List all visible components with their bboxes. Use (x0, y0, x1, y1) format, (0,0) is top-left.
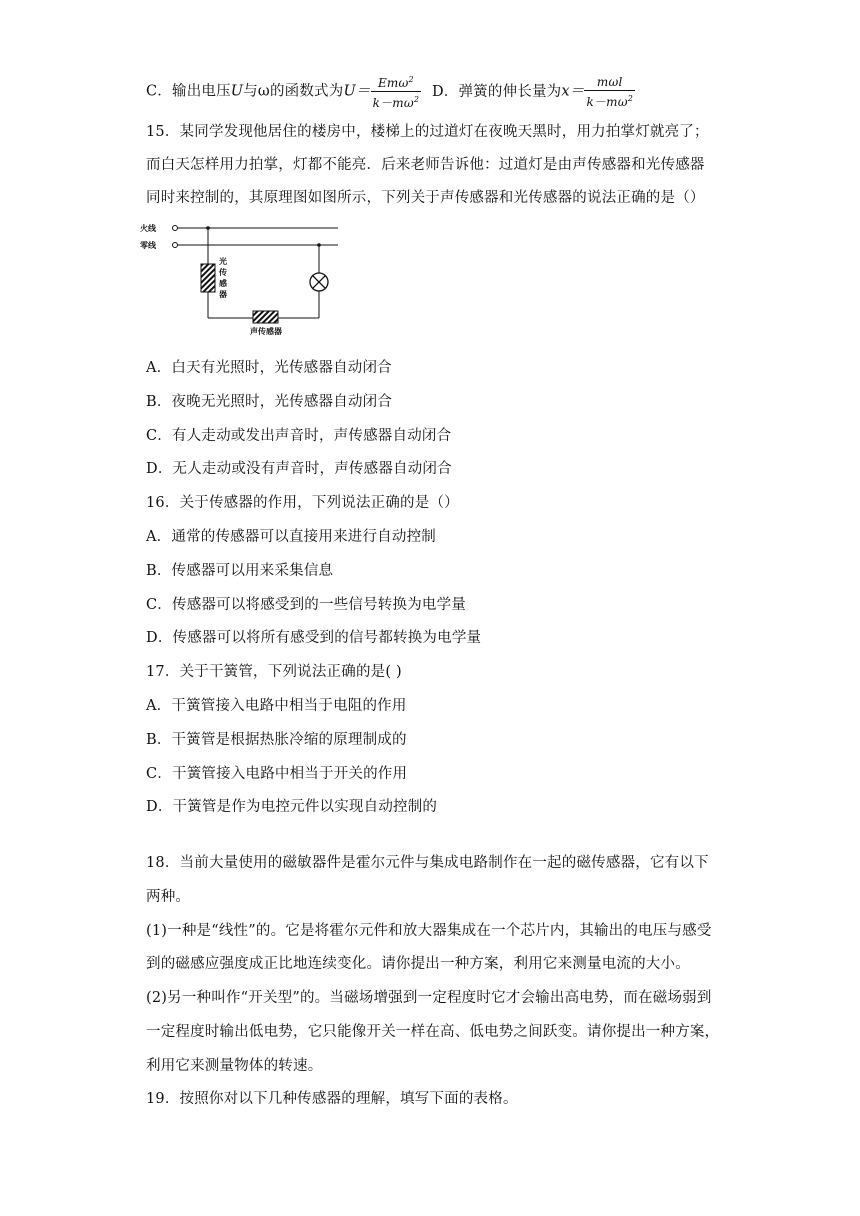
q14-option-c-prefix: C．输出电压 (146, 83, 231, 100)
q14-option-d-eq: x＝ (561, 83, 585, 100)
q15-stem-line-2: 而白天怎样用力拍掌，灯都不能亮．后来老师告诉他：过道灯是由声传感器和光传感器 (146, 157, 705, 173)
q14-option-d-fraction (584, 74, 635, 110)
q14-c-denominator: k－mω (372, 96, 414, 110)
live-wire-terminal (173, 226, 178, 231)
q15-option-a: A．白天有光照时，光传感器自动闭合 (146, 360, 392, 376)
q16-option-b: B．传感器可以用来采集信息 (146, 563, 334, 579)
light-sensor-label-1: 光 (219, 257, 227, 266)
q15-option-d: D．无人走动或没有声音时，声传感器自动闭合 (146, 461, 452, 477)
q18-line-1: 18．当前大量使用的磁敏器件是霍尔元件与集成电路制作在一起的磁传感器，它有以下 (146, 855, 709, 871)
q16-stem: 16．关于传感器的作用，下列说法正确的是（） (146, 495, 459, 511)
q15-circuit-diagram (140, 218, 350, 340)
sound-sensor (253, 311, 278, 323)
q17-stem: 17．关于干簧管，下列说法正确的是( ) (146, 664, 402, 680)
neutral-wire-label: 零线 (140, 241, 156, 250)
sound-sensor-label: 声传感器 (250, 327, 282, 336)
q16-option-c: C．传感器可以将感受到的一些信号转换为电学量 (146, 597, 466, 613)
q18-line-5: (2)另一种叫作“开关型”的。当磁场增强到一定程度时它才会输出高电势，而在磁场弱到 (146, 990, 712, 1006)
q14-options-cd (146, 72, 635, 111)
q18-line-3: (1)一种是“线性”的。它是将霍尔元件和放大器集成在一个芯片内，其输出的电压与感受 (146, 923, 712, 939)
q14-d-den-exp: 2 (627, 93, 633, 103)
q15-stem-line-3: 同时来控制的，其原理图如图所示，下列关于声传感器和光传感器的说法正确的是（） (146, 190, 705, 206)
q16-option-a: A．通常的传感器可以直接用来进行自动控制 (146, 529, 436, 545)
q14-c-den-exp: 2 (413, 95, 420, 104)
q14-c-numerator: Emω (377, 76, 409, 90)
q15-stem-line-1: 15．某同学发现他居住的楼房中，楼梯上的过道灯在夜晚天黑时，用力拍掌灯就亮了； (146, 124, 709, 140)
q18-line-2: 两种。 (146, 889, 191, 905)
q14-d-denominator: k－mω (586, 94, 628, 109)
q17-option-b: B．干簧管是根据热胀冷缩的原理制成的 (146, 732, 407, 748)
q17-option-d: D．干簧管是作为电控元件以实现自动控制的 (146, 799, 438, 815)
q17-option-c: C．干簧管接入电路中相当于开关的作用 (146, 766, 408, 782)
q14-c-num-exp: 2 (408, 75, 414, 84)
light-sensor-label-4: 器 (219, 290, 227, 299)
q14-option-c-eq: U＝ (343, 83, 371, 100)
q17-option-a: A．干簧管接入电路中相当于电阻的作用 (146, 698, 407, 714)
light-sensor (201, 264, 215, 292)
q18-line-7: 利用它来测量物体的转速。 (146, 1058, 323, 1074)
lamp-icon (310, 273, 328, 291)
q14-option-c-fraction (371, 72, 422, 111)
neutral-wire-terminal (173, 243, 178, 248)
q15-option-b: B．夜晚无光照时，光传感器自动闭合 (146, 394, 393, 410)
q14-option-c-var: U (230, 83, 244, 100)
light-sensor-label-3: 感 (219, 279, 227, 288)
q14-option-d-prefix: D．弹簧的伸长量为 (431, 83, 562, 100)
q14-d-numerator: mωl (596, 74, 623, 89)
q16-option-d: D．传感器可以将所有感受到的信号都转换为电学量 (146, 630, 482, 646)
q19-stem: 19．按照你对以下几种传感器的理解，填写下面的表格。 (146, 1091, 518, 1107)
q15-option-c: C．有人走动或发出声音时，声传感器自动闭合 (146, 428, 452, 444)
q18-line-6: 一定程度时输出低电势，它只能像开关一样在高、低电势之间跃变。请你提出一种方案， (146, 1024, 720, 1040)
q14-option-c-mid: 与ω的函数式为 (243, 83, 344, 100)
q18-line-4: 到的磁感应强度成正比地连续变化。请你提出一种方案，利用它来测量电流的大小。 (146, 956, 690, 972)
light-sensor-label-2: 传 (219, 268, 227, 277)
live-wire-label: 火线 (140, 224, 156, 233)
